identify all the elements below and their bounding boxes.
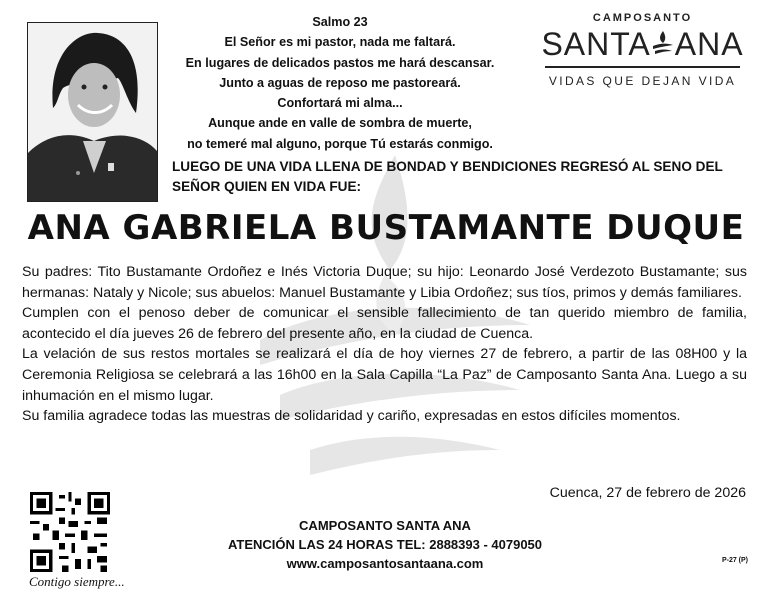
ad-code: P-27 (P): [721, 557, 748, 564]
paragraph-ceremony: La velación de sus restos mortales se realizará el día de hoy viernes 27 de febrero, a partir de las 08H00 y la Ceremonia Religiosa se celebrará a las 16h00 en la Sala Capilla “La Paz” de Camposanto Santa Ana. Luego a su inhumación en el mismo lugar.: [22, 346, 747, 404]
flame-logo-icon: [652, 30, 674, 58]
obituary-body: [22, 262, 747, 427]
footer-company: CAMPOSANTO SANTA ANA: [299, 518, 471, 533]
psalm-line: En lugares de delicados pastos me hará descansar.: [185, 55, 495, 70]
psalm-title: Salmo 23: [312, 15, 368, 29]
psalm-line: Aunque ande en valle de sombra de muerte,: [208, 116, 472, 131]
footer-phone: ATENCIÓN LAS 24 HORAS TEL: 2888393 - 4079050: [227, 537, 543, 552]
deceased-name: ANA GABRIELA BUSTAMANTE DUQUE: [27, 208, 745, 248]
contact-footer: [190, 516, 580, 573]
paragraph-announcement: Cumplen con el penoso deber de comunicar el sensible fallecimiento de tan querido miembro de familia, acontecido el día jueves 26 de febrero del presente año, en la ciudad de Cuenca.: [22, 305, 747, 342]
logo-main-left: SANTA: [541, 26, 651, 62]
logo-main-right: ANA: [674, 26, 744, 62]
paragraph-thanks: Su familia agradece todas las muestras de solidaridad y cariño, expresadas en estos difíciles momentos.: [22, 408, 681, 425]
tagline: Contigo siempre...: [29, 574, 125, 589]
psalm-line: El Señor es mi pastor, nada me faltará.: [224, 35, 456, 50]
city-date: Cuenca, 27 de febrero de 2026: [549, 485, 746, 501]
psalm-line: no temeré mal alguno, porque Tú estarás conmigo.: [187, 136, 493, 151]
logo-top-text: CAMPOSANTO: [592, 12, 693, 24]
camposanto-logo: [540, 12, 745, 88]
psalm-block: [170, 12, 510, 154]
logo-divider: [545, 66, 740, 68]
psalm-line: Confortará mi alma...: [277, 96, 403, 111]
intro-text: LUEGO DE UNA VIDA LLENA DE BONDAD Y BENDICIONES REGRESÓ AL SENO DEL SEÑOR QUIEN EN VIDA FUE:: [172, 159, 723, 194]
deceased-photo: [27, 22, 158, 202]
logo-subtitle: VIDAS QUE DEJAN VIDA: [548, 74, 737, 88]
paragraph-family: Su padres: Tito Bustamante Ordoñez e Inés Victoria Duque; su hijo: Leonardo José Verdezoto Bustamante; sus hermanas: Nataly y Nicole; sus abuelos: Manuel Bustamante y Libia Ordoñez; sus tíos, primos y demás familiares.: [22, 264, 747, 301]
logo-main-text: [540, 26, 745, 62]
psalm-line: Junto a aguas de reposo me pastoreará.: [219, 75, 461, 90]
footer-website-link[interactable]: www.camposantosantaana.com: [286, 556, 484, 571]
qr-code-icon[interactable]: [30, 492, 110, 572]
